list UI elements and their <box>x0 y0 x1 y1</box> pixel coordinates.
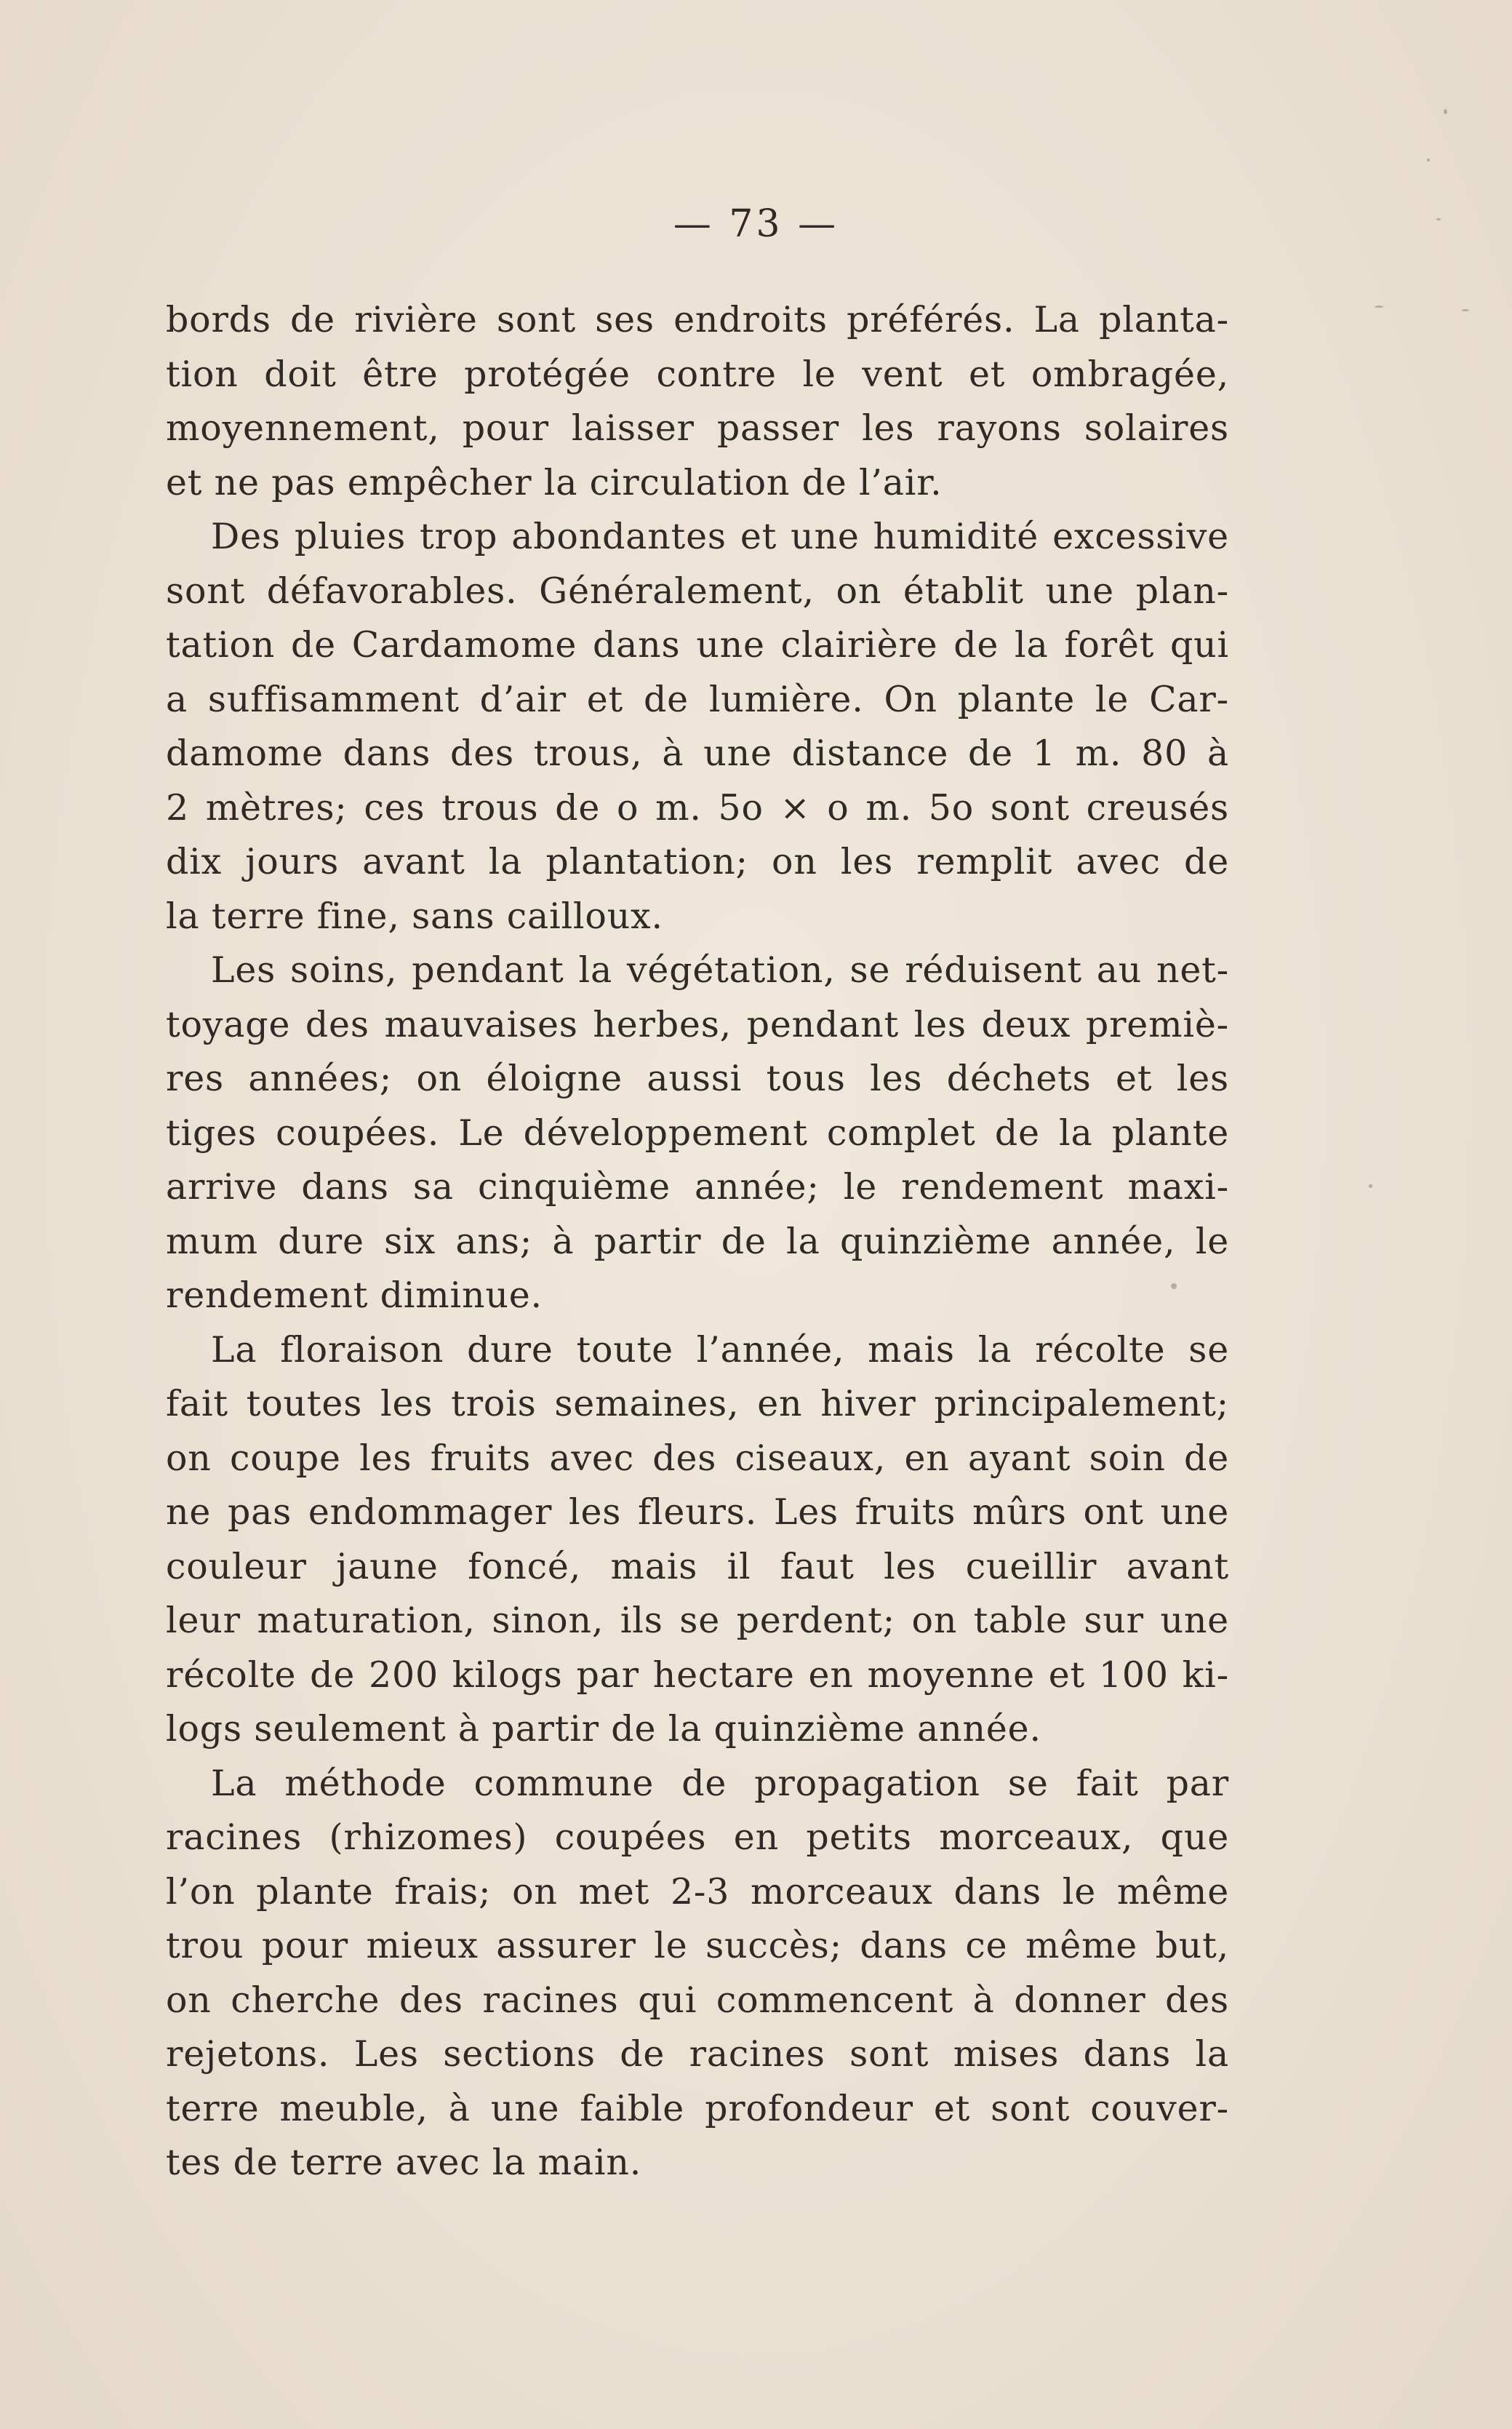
text-line: a suffisamment d’air et de lumière. On plante le Car- <box>166 678 1229 720</box>
text-line: et ne pas empêcher la circulation de l’air. <box>166 461 943 503</box>
text-line: rendement diminue. <box>166 1275 543 1316</box>
text-line: tation de Cardamome dans une clairière de la forêt qui <box>166 624 1229 666</box>
text-line: arrive dans sa cinquième année; le rendement maxi- <box>166 1166 1229 1208</box>
text-line: leur maturation, sinon, ils se perdent; on table sur une <box>166 1600 1229 1641</box>
paper-speck <box>1462 309 1469 311</box>
text-line: fait toutes les trois semaines, en hiver principalement; <box>166 1383 1229 1424</box>
paper-speck <box>1444 109 1447 114</box>
text-line: trou pour mieux assurer le succès; dans ce même but, <box>166 1925 1229 1966</box>
paper-speck <box>1436 218 1441 220</box>
text-line: on cherche des racines qui commencent à donner des <box>166 1979 1229 2021</box>
text-line: terre meuble, à une faible profondeur et sont couver- <box>166 2087 1229 2129</box>
text-line: couleur jaune foncé, mais il faut les cueillir avant <box>166 1545 1229 1587</box>
paper-speck <box>1427 159 1430 161</box>
text-line: tiges coupées. Le développement complet de la plante <box>166 1112 1229 1154</box>
text-line: toyage des mauvaises herbes, pendant les deux premiè- <box>166 1003 1229 1045</box>
text-line: bords de rivière sont ses endroits préférés. La planta- <box>166 299 1229 340</box>
text-line: damome dans des trous, à une distance de 1 m. 80 à <box>166 733 1229 774</box>
text-line: racines (rhizomes) coupées en petits morceaux, que <box>166 1816 1229 1858</box>
text-line: res années; on éloigne aussi tous les déchets et les <box>166 1058 1229 1099</box>
text-line: tes de terre avec la main. <box>166 2142 642 2183</box>
text-line: La floraison dure toute l’année, mais la récolte se <box>211 1328 1229 1371</box>
text-line: l’on plante frais; on met 2-3 morceaux dans le même <box>166 1870 1229 1913</box>
text-line: on coupe les fruits avec des ciseaux, en ayant soin de <box>166 1437 1229 1479</box>
text-line: sont défavorables. Généralement, on établit une plan- <box>166 570 1229 612</box>
text-line: moyennement, pour laisser passer les rayons solaires <box>166 407 1229 449</box>
text-line: tion doit être protégée contre le vent et ombragée, <box>166 353 1229 395</box>
text-line: rejetons. Les sections de racines sont mises dans la <box>166 2033 1229 2075</box>
text-line: La méthode commune de propagation se fait par <box>211 1762 1229 1804</box>
text-line: la terre fine, sans cailloux. <box>166 895 663 937</box>
text-line: ne pas endommager les fleurs. Les fruits mûrs ont une <box>166 1491 1229 1533</box>
text-line: récolte de 200 kilogs par hectare en moyenne et 100 ki- <box>166 1654 1229 1696</box>
body-text <box>166 293 1229 2190</box>
text-line: mum dure six ans; à partir de la quinzième année, le <box>166 1220 1229 1262</box>
text-line: Des pluies trop abondantes et une humidité excessive <box>211 516 1229 557</box>
paper-speck <box>1375 306 1383 308</box>
text-line: dix jours avant la plantation; on les remplit avec de <box>166 841 1229 882</box>
paper-speck <box>1369 1184 1372 1188</box>
paper-speck <box>1171 1283 1177 1289</box>
text-line: logs seulement à partir de la quinzième année. <box>166 1708 1041 1750</box>
text-line: 2 mètres; ces trous de o m. 5o × o m. 5o sont creusés <box>166 786 1229 829</box>
text-line: Les soins, pendant la végétation, se réduisent au net- <box>211 949 1229 991</box>
page-number: — 73 — <box>673 202 839 246</box>
